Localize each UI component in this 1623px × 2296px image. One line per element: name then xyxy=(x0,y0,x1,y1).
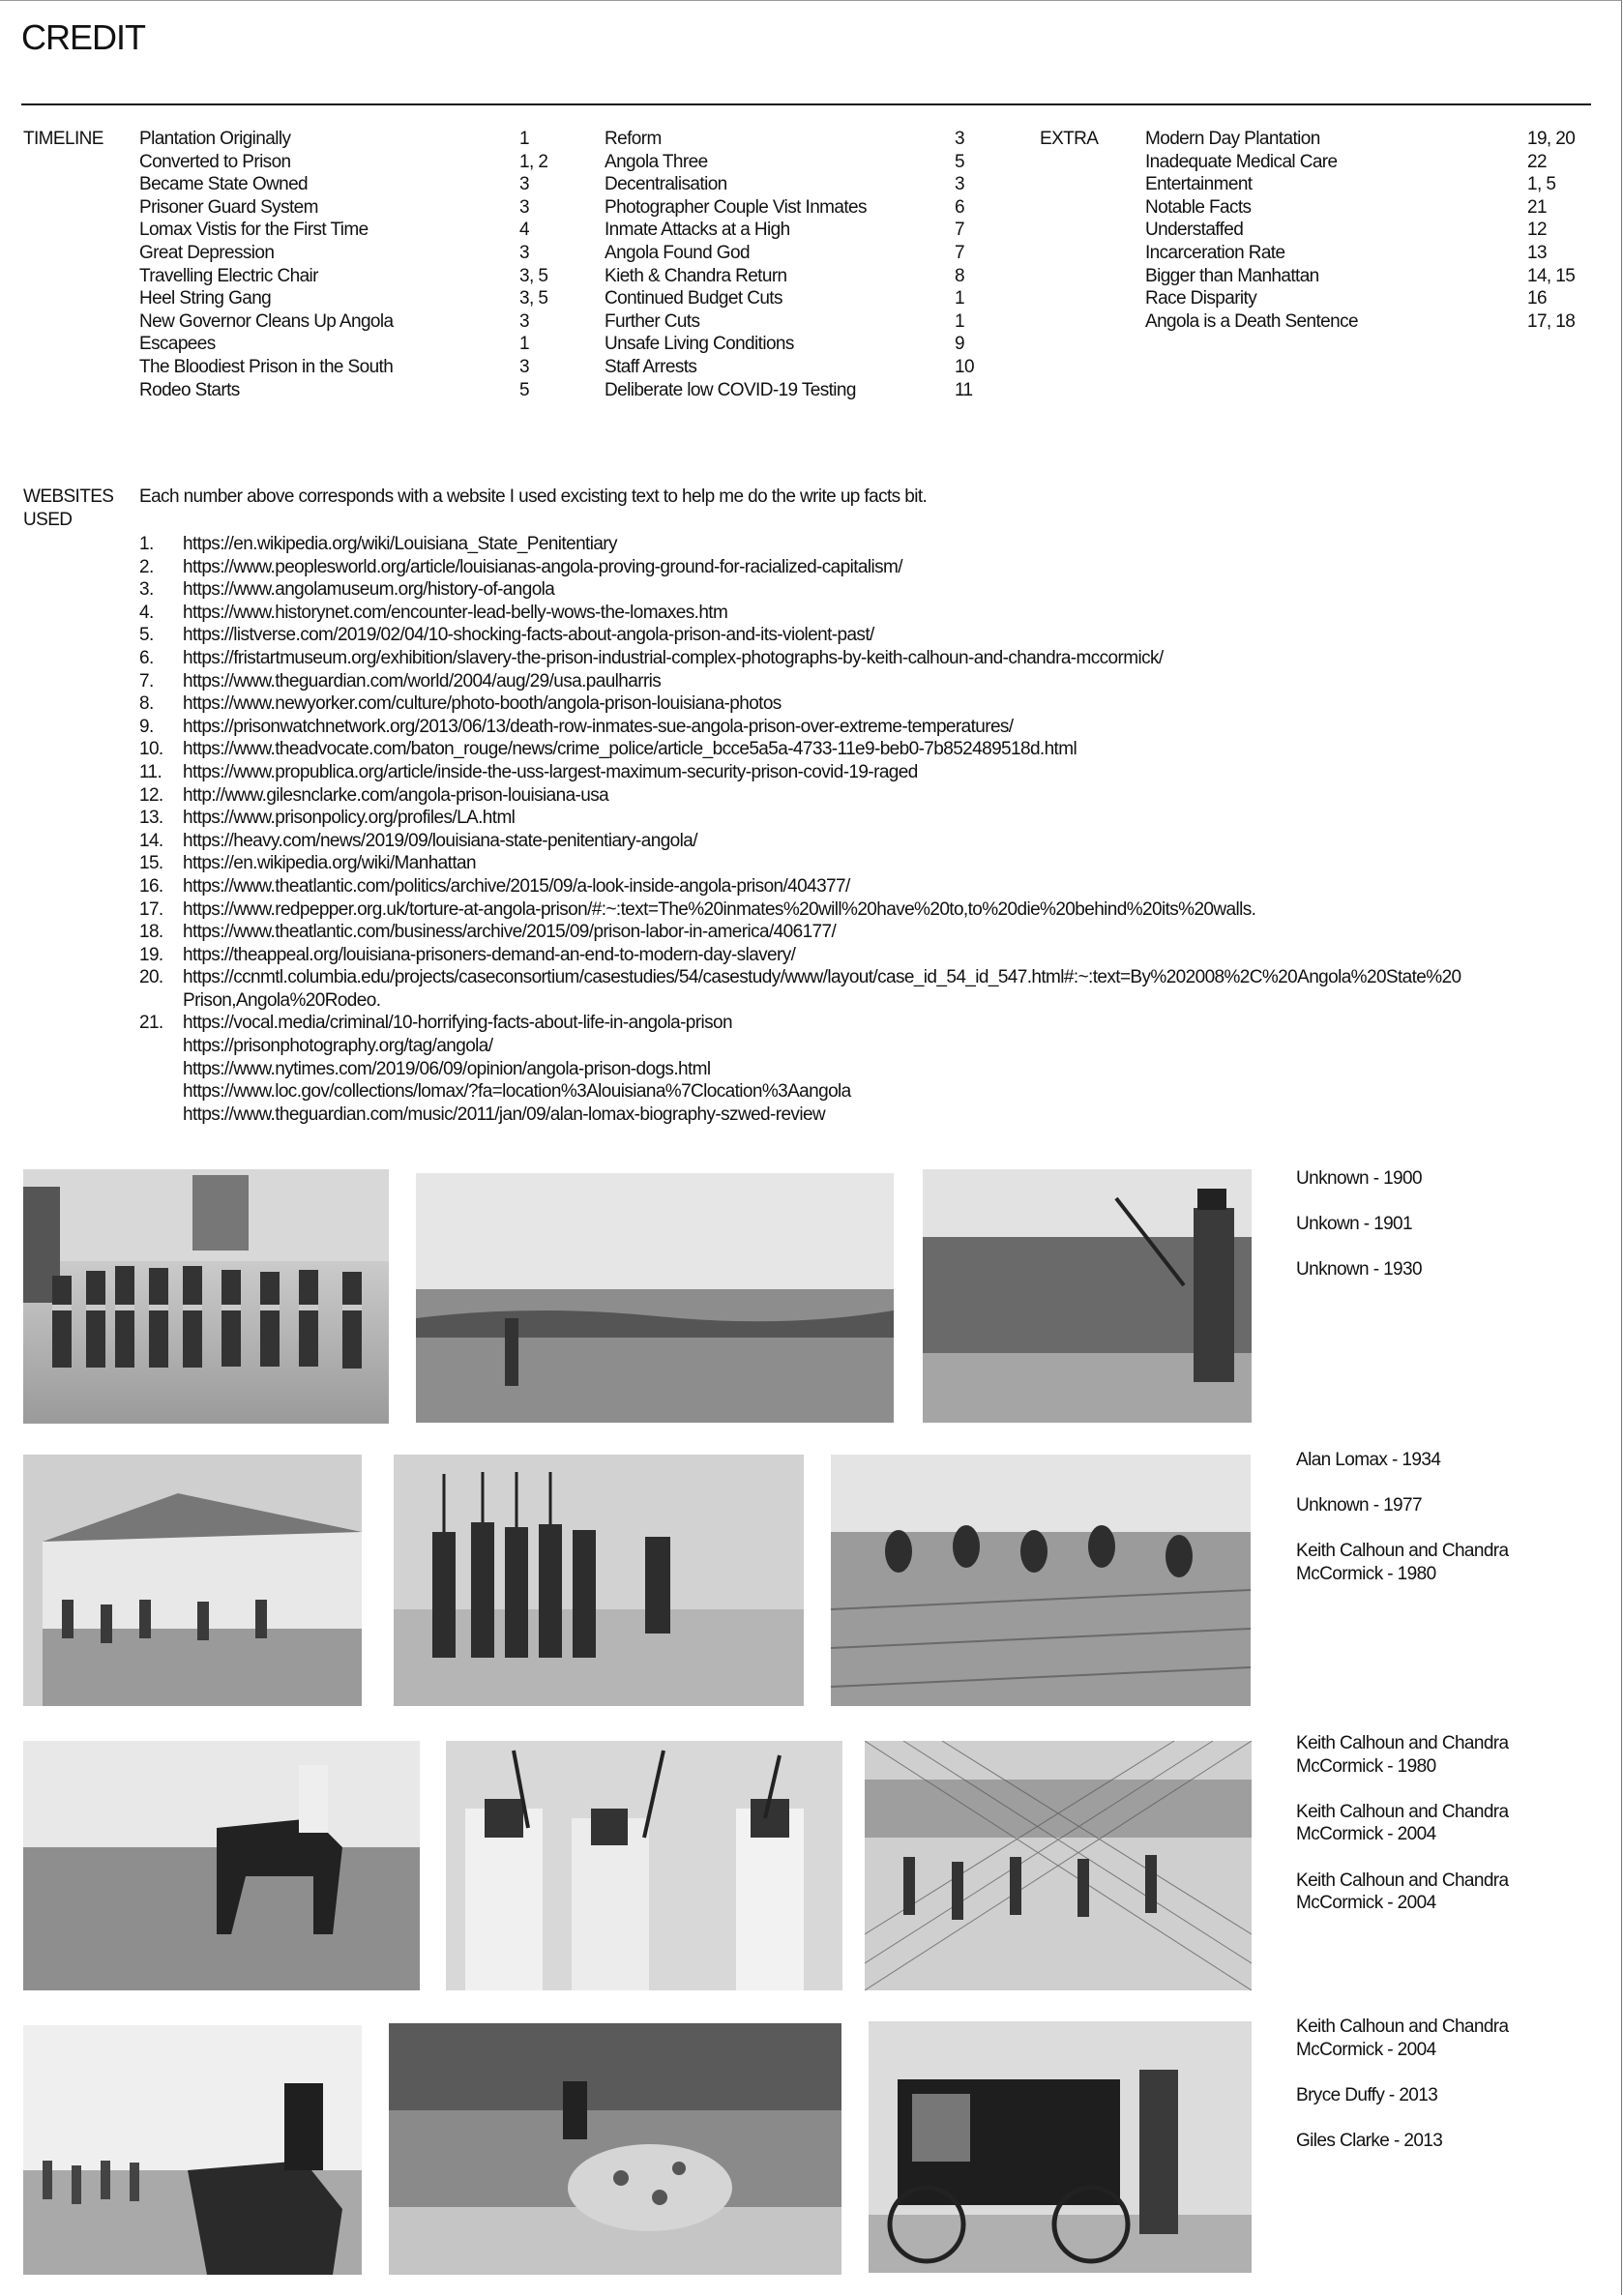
website-entry xyxy=(139,738,1461,761)
photo-credit: Unkown - 1901 xyxy=(1296,1214,1412,1235)
photo-credit: Bryce Duffy - 2013 xyxy=(1296,2084,1438,2105)
index-row xyxy=(605,356,972,379)
website-entry xyxy=(139,852,1461,875)
photo-credit: Alan Lomax - 1934 xyxy=(1296,1450,1441,1470)
index-ref: 1 xyxy=(519,334,529,355)
index-row xyxy=(139,379,546,402)
website-number: 5. xyxy=(139,625,154,646)
index-item: Deliberate low COVID-19 Testing xyxy=(605,379,856,400)
extra-label: EXTRA xyxy=(1040,129,1099,149)
index-ref: 4 xyxy=(519,220,529,241)
index-item: Modern Day Plantation xyxy=(1145,129,1320,149)
credits-row-1 xyxy=(1296,1167,1548,1305)
website-entry xyxy=(139,761,1461,784)
website-number: 2. xyxy=(139,556,154,577)
index-item: Inadequate Medical Care xyxy=(1145,151,1338,172)
index-ref: 19, 20 xyxy=(1527,129,1576,149)
index-row xyxy=(605,196,972,220)
website-url[interactable]: http://www.gilesnclarke.com/angola-prison-louisiana-usa xyxy=(183,784,609,806)
index-ref: 1, 2 xyxy=(519,151,548,172)
website-entry xyxy=(139,898,1461,922)
index-item: New Governor Cleans Up Angola xyxy=(139,310,394,332)
website-number: 13. xyxy=(139,808,163,829)
page-title: CREDIT xyxy=(21,17,145,57)
index-item: Angola is a Death Sentence xyxy=(1145,310,1358,332)
index-row xyxy=(1145,287,1571,310)
index-ref: 12 xyxy=(1527,220,1547,241)
index-ref: 1 xyxy=(955,288,964,309)
index-ref: 3, 5 xyxy=(519,288,548,309)
photo-credit: Unknown - 1900 xyxy=(1296,1168,1422,1189)
website-number: 18. xyxy=(139,922,163,943)
index-item: Unsafe Living Conditions xyxy=(605,334,794,355)
index-row xyxy=(605,128,972,151)
website-number: 7. xyxy=(139,670,154,692)
website-entry xyxy=(139,533,1461,556)
photo-rodeo-bull-2013 xyxy=(389,2023,841,2275)
website-number: 21. xyxy=(139,1013,163,1034)
index-item: Angola Three xyxy=(605,151,708,172)
index-item: Plantation Originally xyxy=(139,129,291,149)
website-number: 3. xyxy=(139,579,154,601)
website-url[interactable]: https://heavy.com/news/2019/09/louisiana-state-penitentiary-angola/ xyxy=(183,830,697,851)
index-ref: 3 xyxy=(955,174,964,195)
index-ref: 5 xyxy=(955,151,964,172)
website-number: 16. xyxy=(139,875,163,897)
timeline-label: TIMELINE xyxy=(23,129,103,149)
index-item: Race Disparity xyxy=(1145,288,1257,309)
index-item: Converted to Prison xyxy=(139,151,291,172)
index-item: Heel String Gang xyxy=(139,288,272,309)
website-url[interactable]: https://www.peoplesworld.org/article/louisianas-angola-proving-ground-for-racialized-capitalism/ xyxy=(183,556,902,577)
extra-column xyxy=(1145,128,1576,333)
index-row xyxy=(605,379,972,402)
website-entry xyxy=(139,944,1461,967)
index-ref: 7 xyxy=(955,242,964,263)
website-number: 12. xyxy=(139,784,163,806)
website-entry xyxy=(139,670,1461,693)
index-row xyxy=(139,196,546,220)
website-url[interactable]: https://www.theatlantic.com/business/archive/2015/09/prison-labor-in-america/406177/ xyxy=(183,922,837,943)
website-url[interactable]: https://listverse.com/2019/02/04/10-shocking-facts-about-angola-prison-and-its-violent-past/ xyxy=(183,625,874,646)
timeline-column-2 xyxy=(605,128,972,401)
website-entry xyxy=(139,966,1461,1012)
websites-list xyxy=(139,533,1461,1126)
photo-credit: Giles Clarke - 2013 xyxy=(1296,2130,1443,2151)
website-number: 15. xyxy=(139,853,163,874)
index-row xyxy=(139,128,546,151)
index-item: Bigger than Manhattan xyxy=(1145,265,1319,286)
index-item: Incarceration Rate xyxy=(1145,242,1285,263)
website-url[interactable]: https://www.historynet.com/encounter-lead-belly-wows-the-lomaxes.htm xyxy=(183,602,728,623)
index-item: Great Depression xyxy=(139,242,275,263)
index-row xyxy=(605,219,972,242)
index-row xyxy=(1145,310,1576,334)
index-item: Inmate Attacks at a High xyxy=(605,220,790,241)
website-number: 14. xyxy=(139,830,163,851)
index-ref: 14, 15 xyxy=(1527,265,1576,286)
website-number: 9. xyxy=(139,716,154,737)
index-row xyxy=(605,265,972,288)
photo-inmates-and-rider-2004 xyxy=(23,2025,362,2275)
website-url[interactable]: https://en.wikipedia.org/wiki/Louisiana_State_Penitentiary xyxy=(183,534,617,554)
website-number: 19. xyxy=(139,944,163,965)
index-item: Understaffed xyxy=(1145,220,1244,241)
website-entry xyxy=(139,830,1461,853)
website-url[interactable]: https://en.wikipedia.org/wiki/Manhattan xyxy=(183,853,476,874)
index-item: Staff Arrests xyxy=(605,356,697,377)
photo-credit: Keith Calhoun and Chandra McCormick - 2004 xyxy=(1296,2016,1509,2060)
website-number: 8. xyxy=(139,693,154,715)
index-item: Entertainment xyxy=(1145,174,1253,195)
index-item: Kieth & Chandra Return xyxy=(605,265,787,286)
index-row xyxy=(139,151,546,174)
index-item: Angola Found God xyxy=(605,242,750,263)
website-number: 10. xyxy=(139,739,163,760)
index-ref: 6 xyxy=(955,196,964,218)
website-url[interactable]: https://www.theatlantic.com/politics/archive/2015/09/a-look-inside-angola-prison/404377/ xyxy=(183,875,850,897)
index-item: Notable Facts xyxy=(1145,196,1252,218)
index-ref: 11 xyxy=(955,379,973,400)
index-ref: 9 xyxy=(955,334,964,355)
title-divider xyxy=(21,103,1591,105)
website-entry xyxy=(139,692,1461,716)
index-ref: 8 xyxy=(955,265,964,286)
photo-guard-with-rifle-1930 xyxy=(923,1169,1252,1423)
website-url[interactable]: https://fristartmuseum.org/exhibition/slavery-the-prison-industrial-complex-photographs-by-keith-calhoun-and-chandra-mccormick/ xyxy=(183,647,1164,668)
photo-field-labor-1980 xyxy=(831,1455,1251,1706)
index-ref: 5 xyxy=(519,379,529,400)
index-row xyxy=(139,356,546,379)
index-row xyxy=(605,242,972,265)
index-row xyxy=(1145,128,1576,151)
index-row xyxy=(1145,196,1571,220)
index-ref: 1, 5 xyxy=(1527,174,1556,195)
website-entry xyxy=(139,875,1461,898)
photo-credit: Unknown - 1930 xyxy=(1296,1259,1422,1280)
photo-guard-on-horse-1980 xyxy=(23,1741,420,1990)
website-url[interactable]: https://ccnmtl.columbia.edu/projects/caseconsortium/casestudies/54/casestudy/www/layout/case_id_54_id_547.html#:~:text=By%202008%2C%20Angola%20State%20 Prison,Angola%20Rodeo. xyxy=(183,967,1461,1011)
photo-hearse-2013 xyxy=(869,2021,1252,2273)
website-entry xyxy=(139,921,1461,944)
index-ref: 16 xyxy=(1527,288,1547,309)
index-item: Decentralisation xyxy=(605,174,727,195)
website-entry xyxy=(139,578,1461,602)
index-ref: 3 xyxy=(519,356,529,377)
photo-hoe-line-1977 xyxy=(394,1455,804,1706)
website-entry xyxy=(139,602,1461,625)
website-number: 4. xyxy=(139,602,154,623)
photo-prison-building-1934 xyxy=(23,1455,362,1706)
index-row xyxy=(605,310,972,334)
index-row xyxy=(139,333,546,356)
index-row xyxy=(139,242,546,265)
index-item: The Bloodiest Prison in the South xyxy=(139,356,394,377)
index-row xyxy=(139,310,546,334)
index-row xyxy=(1145,242,1571,265)
index-item: Rodeo Starts xyxy=(139,379,240,400)
photo-credit: Keith Calhoun and Chandra McCormick - 1980 xyxy=(1296,1541,1509,1584)
website-url[interactable]: https://www.theguardian.com/world/2004/aug/29/usa.paulharris xyxy=(183,670,662,692)
website-url[interactable]: https://vocal.media/criminal/10-horrifying-facts-about-life-in-angola-prison https://prisonphotography.org/tag/angola/ https://www.nytimes.com/2019/06/09/opinion/angola-prison-dogs.html https://www.loc.gov/collections/lomax/?fa=location%3Alouisiana%7Clocation%3Aangola https://www.theguardian.com/music/2011/jan/09/alan-lomax-biography-szwed-review xyxy=(183,1013,851,1125)
website-entry xyxy=(139,784,1461,808)
photo-striped-inmates-1900 xyxy=(23,1169,389,1424)
index-ref: 1 xyxy=(955,310,964,332)
website-url[interactable]: https://prisonwatchnetwork.org/2013/06/13/death-row-inmates-sue-angola-prison-over-extreme-temperatures/ xyxy=(183,716,1014,737)
index-row xyxy=(139,287,546,310)
index-item: Reform xyxy=(605,129,662,149)
website-entry xyxy=(139,807,1461,830)
index-row xyxy=(139,219,546,242)
website-url[interactable]: https://www.newyorker.com/culture/photo-booth/angola-prison-louisiana-photos xyxy=(183,693,782,715)
website-url[interactable]: https://www.angolamuseum.org/history-of-angola xyxy=(183,579,555,601)
website-url[interactable]: https://www.theadvocate.com/baton_rouge/news/crime_police/article_bcce5a5a-4733-11e9-beb0-7b852489518d.html xyxy=(183,739,1077,760)
index-item: Escapees xyxy=(139,334,216,355)
index-item: Lomax Vistis for the First Time xyxy=(139,220,369,241)
index-row xyxy=(605,333,972,356)
website-number: 17. xyxy=(139,898,163,920)
website-number: 20. xyxy=(139,967,163,988)
index-ref: 7 xyxy=(955,220,964,241)
index-ref: 17, 18 xyxy=(1527,310,1576,332)
index-item: Photographer Couple Vist Inmates xyxy=(605,196,867,218)
index-ref: 3 xyxy=(519,174,529,195)
index-item: Became State Owned xyxy=(139,174,309,195)
index-ref: 21 xyxy=(1527,196,1547,218)
photo-credit: Keith Calhoun and Chandra McCormick - 2004 xyxy=(1296,1801,1509,1845)
index-row xyxy=(139,173,546,196)
index-row xyxy=(139,265,546,288)
credits-row-2 xyxy=(1296,1449,1548,1608)
index-row xyxy=(1145,151,1571,174)
index-ref: 3 xyxy=(519,310,529,332)
credits-row-4 xyxy=(1296,2016,1548,2175)
index-row xyxy=(1145,219,1571,242)
credits-row-3 xyxy=(1296,1732,1548,1937)
website-entry xyxy=(139,624,1461,647)
index-row xyxy=(605,287,972,310)
index-row xyxy=(1145,265,1576,288)
website-number: 11. xyxy=(139,761,162,782)
photo-field-work-1901 xyxy=(416,1173,894,1423)
website-number: 6. xyxy=(139,647,154,668)
website-url[interactable]: https://www.redpepper.org.uk/torture-at-angola-prison/#:~:text=The%20inmates%20will%20have%20to,to%20die%20behind%20its%20walls. xyxy=(183,898,1256,920)
photo-credit: Keith Calhoun and Chandra McCormick - 2004 xyxy=(1296,1869,1509,1914)
index-ref: 10 xyxy=(955,356,974,377)
websites-label: WEBSITES USED xyxy=(23,486,114,530)
index-ref: 1 xyxy=(519,129,529,149)
index-row xyxy=(605,151,972,174)
website-number: 1. xyxy=(139,534,154,554)
index-item: Continued Budget Cuts xyxy=(605,288,782,309)
index-item: Prisoner Guard System xyxy=(139,196,318,218)
website-url[interactable]: https://www.propublica.org/article/inside-the-uss-largest-maximum-security-prison-covid-19-raged xyxy=(183,761,918,782)
photo-prison-yard-fence-2004 xyxy=(865,1741,1252,1990)
index-ref: 3, 5 xyxy=(519,265,548,286)
websites-intro: Each number above corresponds with a website I used excisting text to help me do the write up facts bit. xyxy=(139,486,928,507)
photo-inmates-with-hoes-2004 xyxy=(446,1741,842,1990)
index-row xyxy=(605,173,972,196)
photo-credit: Unknown - 1977 xyxy=(1296,1495,1422,1516)
website-url[interactable]: https://theappeal.org/louisiana-prisoners-demand-an-end-to-modern-day-slavery/ xyxy=(183,944,796,965)
website-entry xyxy=(139,716,1461,739)
website-entry xyxy=(139,647,1461,670)
index-ref: 22 xyxy=(1527,151,1547,172)
index-ref: 3 xyxy=(955,129,964,149)
timeline-column-1 xyxy=(139,128,546,401)
photo-credit: Keith Calhoun and Chandra McCormick - 1980 xyxy=(1296,1733,1509,1777)
index-item: Travelling Electric Chair xyxy=(139,265,318,286)
index-row xyxy=(1145,173,1571,196)
website-entry xyxy=(139,1012,1461,1126)
index-ref: 3 xyxy=(519,242,529,263)
website-entry xyxy=(139,556,1461,579)
index-ref: 13 xyxy=(1527,242,1547,263)
index-item: Further Cuts xyxy=(605,310,700,332)
index-ref: 3 xyxy=(519,196,529,218)
website-url[interactable]: https://www.prisonpolicy.org/profiles/LA.html xyxy=(183,808,516,829)
